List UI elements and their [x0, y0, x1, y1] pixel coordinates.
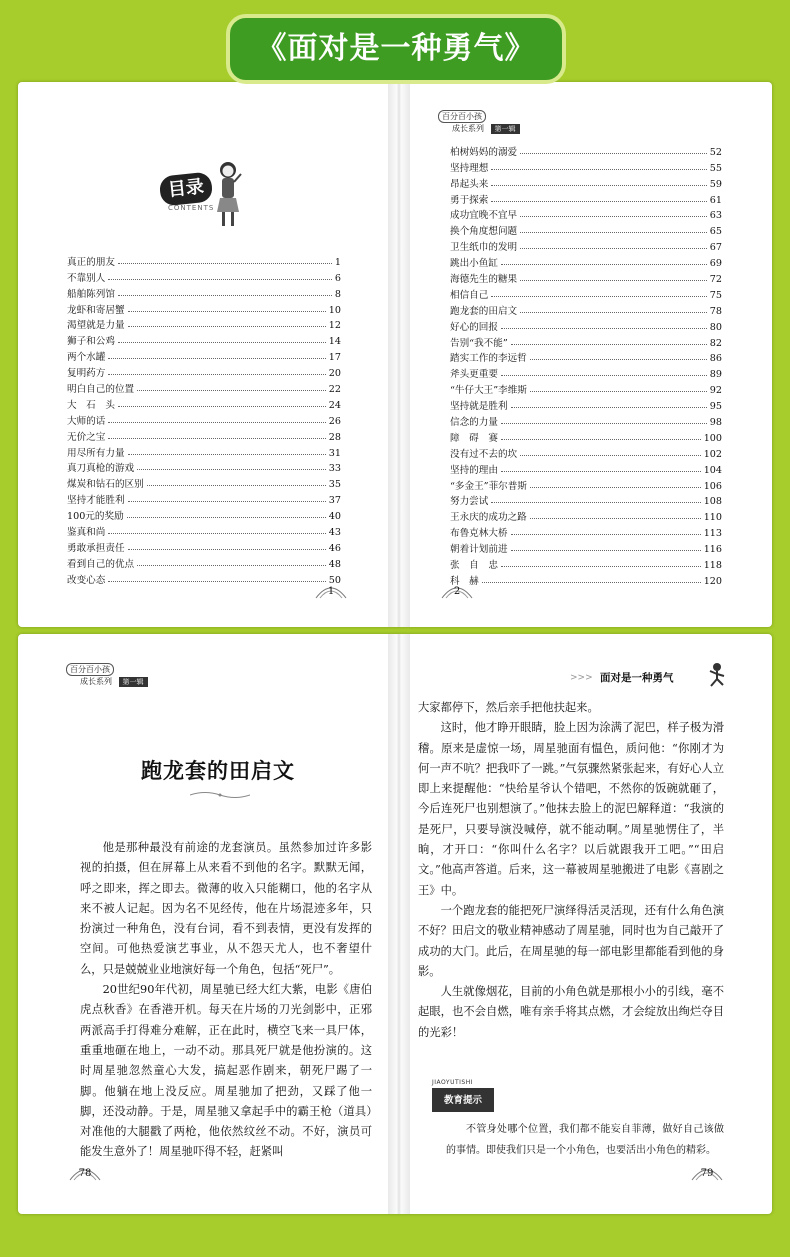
- toc-leader-dots: [108, 358, 325, 359]
- toc-entry-page: 67: [709, 242, 722, 254]
- toc-entry-title: 坚持就是胜利: [450, 401, 508, 413]
- girl-illustration-icon: [214, 160, 242, 230]
- edu-tip-paragraph: 不管身处哪个位置，我们都不能妄自菲薄，做好自己该做的事情。即使我们只是一个小角色，也要活出小角色的精彩。: [446, 1124, 724, 1156]
- toc-entry[interactable]: [450, 142, 722, 158]
- page-number-right-top: 2: [453, 586, 461, 597]
- toc-leader-dots: [491, 201, 706, 202]
- toc-leader-dots: [128, 326, 326, 327]
- toc-leader-dots: [511, 550, 701, 551]
- toc-entry-page: 17: [328, 352, 341, 364]
- toc-entry-title: 海德先生的糖果: [450, 274, 518, 286]
- series-sub: 成长系列: [80, 677, 112, 686]
- toc-leader-dots: [128, 501, 326, 502]
- toc-leader-dots: [530, 359, 707, 360]
- toc-entry-page: 69: [709, 258, 722, 270]
- toc-entry-title: 勇敢承担责任: [67, 542, 125, 554]
- toc-entry-title: 看到自己的优点: [67, 558, 135, 570]
- toc-entry[interactable]: [450, 206, 722, 222]
- toc-leader-dots: [128, 311, 326, 312]
- toc-leader-dots: [530, 391, 707, 392]
- toc-entry-title: 船舶陈列馆: [67, 288, 115, 300]
- toc-entry-page: 46: [328, 542, 341, 554]
- toc-entry[interactable]: [450, 428, 722, 444]
- article-title: 跑龙套的田启文: [141, 759, 295, 783]
- series-logo-bottom-left: [66, 663, 148, 687]
- toc-entry-title: 科 赫: [450, 575, 479, 587]
- toc-entry-title: 王永庆的成功之路: [450, 512, 527, 524]
- toc-entry-title: “多金王”菲尔普斯: [450, 480, 527, 492]
- toc-entry[interactable]: [450, 571, 722, 587]
- article-paragraph: 大家都停下，然后亲手把他扶起来。: [418, 701, 599, 714]
- toc-entry[interactable]: [67, 427, 341, 443]
- toc-entry-title: 卫生纸巾的发明: [450, 242, 518, 254]
- toc-leader-dots: [147, 485, 326, 486]
- toc-entry-page: 28: [328, 431, 341, 443]
- toc-entry[interactable]: [67, 506, 341, 522]
- toc-entry-title: 复明药方: [67, 368, 106, 380]
- toc-entry-title: 障 碍 赛: [450, 432, 498, 444]
- toc-leader-dots: [108, 438, 325, 439]
- series-label: 百分百小孩: [66, 663, 114, 676]
- toc-entry-page: 26: [328, 415, 341, 427]
- toc-entry-page: 61: [709, 194, 722, 206]
- toc-entry-title: 真刀真枪的游戏: [67, 463, 135, 475]
- toc-list-right: [450, 142, 722, 587]
- toc-entry[interactable]: [450, 349, 722, 365]
- toc-entry-title: 狮子和公鸡: [67, 336, 115, 348]
- toc-entry-page: 10: [328, 304, 341, 316]
- toc-entry-title: 明白自己的位置: [67, 384, 135, 396]
- toc-entry-title: 100元的奖励: [67, 511, 124, 523]
- toc-leader-dots: [520, 248, 707, 249]
- toc-entry[interactable]: [67, 300, 341, 316]
- toc-leader-dots: [530, 487, 701, 488]
- page-number-left-top: 1: [327, 586, 335, 597]
- toc-entry-title: 龙虾和寄居蟹: [67, 304, 125, 316]
- running-head: 面对是一种勇气: [600, 672, 674, 684]
- toc-entry-page: 108: [703, 496, 722, 508]
- toc-entry-title: 大师的话: [67, 415, 106, 427]
- toc-leader-dots: [108, 374, 325, 375]
- toc-entry-page: 100: [703, 432, 722, 444]
- toc-entry[interactable]: [67, 538, 341, 554]
- toc-leader-dots: [137, 565, 326, 566]
- toc-heading-badge: 目录: [159, 171, 214, 206]
- toc-entry-page: 89: [709, 369, 722, 381]
- toc-entry[interactable]: [450, 269, 722, 285]
- toc-entry[interactable]: [67, 411, 341, 427]
- toc-leader-dots: [127, 517, 326, 518]
- toc-entry-title: 改变心态: [67, 574, 106, 586]
- toc-leader-dots: [511, 407, 707, 408]
- toc-entry-page: 14: [328, 336, 341, 348]
- toc-leader-dots: [491, 296, 706, 297]
- article-paragraph: 人生就像烟花，目前的小角色就是那根小小的引线，毫不起眼，也不会自燃，唯有亲手将其点燃，才会绽放出绚烂夺目的光彩！: [418, 985, 724, 1039]
- toc-leader-dots: [520, 153, 707, 154]
- page-number-left-bottom: 78: [78, 1168, 92, 1179]
- toc-entry[interactable]: [67, 522, 341, 538]
- toc-entry-title: 信念的力量: [450, 417, 498, 429]
- article-body-right: [418, 698, 724, 1043]
- toc-entry[interactable]: [450, 285, 722, 301]
- toc-entry[interactable]: [67, 268, 341, 284]
- toc-entry-title: 坚持才能胜利: [67, 495, 125, 507]
- toc-entry-title: 成功宜晚不宜早: [450, 210, 518, 222]
- toc-entry[interactable]: [450, 539, 722, 555]
- toc-entry-page: 116: [703, 544, 722, 556]
- toc-entry-page: 72: [709, 274, 722, 286]
- running-head-arrows-icon: >>>: [570, 673, 593, 683]
- toc-entry-title: 朝着计划前进: [450, 544, 508, 556]
- toc-entry-page: 106: [703, 480, 722, 492]
- series-volume: 第一辑: [491, 124, 520, 134]
- toc-entry[interactable]: [450, 237, 722, 253]
- toc-entry[interactable]: [450, 460, 722, 476]
- toc-leader-dots: [118, 342, 326, 343]
- toc-leader-dots: [511, 344, 707, 345]
- toc-leader-dots: [128, 454, 326, 455]
- toc-entry-page: 37: [328, 495, 341, 507]
- article-paragraph: 这时，他才睁开眼睛，脸上因为涂满了泥巴，样子极为滑稽。原来是虚惊一场，周星驰面有愠色，质问他：“你刚才为何一声不吭？把我吓了一跳。”气氛骤然紧张起来，有好心人立即上来提醒他：“快给星爷认个错吧，不然你的饭碗就砸了，今后连死尸也别想演了。”他抹去脸上的泥巴解释道：“我演的是死尸，只要导演没喊停，就不能动啊。”周星驰愣住了，半晌，才开口：“你叫什么名字？以后就跟我开工吧。”“田启文。”他高声答道。后来，这一幕被周星驰搬进了电影《喜剧之王》中。: [418, 721, 724, 897]
- toc-entry[interactable]: [67, 395, 341, 411]
- toc-entry-title: 努力尝试: [450, 496, 489, 508]
- page-number-right-bottom: 79: [700, 1168, 714, 1179]
- toc-leader-dots: [128, 549, 326, 550]
- toc-entry[interactable]: [450, 333, 722, 349]
- toc-entry[interactable]: [67, 379, 341, 395]
- toc-entry-title: 跑龙套的田启文: [450, 305, 518, 317]
- toc-entry-page: 40: [328, 511, 341, 523]
- toc-entry-page: 104: [703, 464, 722, 476]
- toc-entry-title: 好心的回报: [450, 321, 498, 333]
- toc-entry-page: 78: [709, 305, 722, 317]
- toc-entry-page: 63: [709, 210, 722, 222]
- toc-entry-title: “牛仔大王”李维斯: [450, 385, 527, 397]
- toc-entry-title: 渴望就是力量: [67, 320, 125, 332]
- toc-entry-page: 118: [703, 560, 722, 572]
- toc-entry[interactable]: [450, 555, 722, 571]
- page-banner: 《面对是一种勇气》: [226, 14, 566, 84]
- running-boy-icon: [706, 662, 728, 688]
- toc-leader-dots: [108, 422, 325, 423]
- toc-entry-title: 换个角度想问题: [450, 226, 518, 238]
- toc-entry[interactable]: [67, 554, 341, 570]
- toc-entry-page: 82: [709, 337, 722, 349]
- toc-entry-page: 48: [328, 558, 341, 570]
- toc-leader-dots: [520, 312, 707, 313]
- toc-entry[interactable]: [450, 301, 722, 317]
- toc-leader-dots: [520, 455, 701, 456]
- toc-entry[interactable]: [67, 331, 341, 347]
- toc-entry-page: 95: [709, 401, 722, 413]
- toc-entry[interactable]: [67, 443, 341, 459]
- toc-leader-dots: [501, 471, 701, 472]
- toc-entry-title: 跳出小鱼缸: [450, 258, 498, 270]
- toc-entry[interactable]: [67, 490, 341, 506]
- toc-entry-page: 1: [334, 256, 341, 268]
- toc-entry[interactable]: [67, 284, 341, 300]
- toc-entry-title: 用尽所有力量: [67, 447, 125, 459]
- toc-entry-title: 真正的朋友: [67, 256, 115, 268]
- toc-entry-title: 踏实工作的李远哲: [450, 353, 527, 365]
- toc-entry[interactable]: [450, 221, 722, 237]
- toc-entry-page: 65: [709, 226, 722, 238]
- toc-entry[interactable]: [67, 459, 341, 475]
- toc-entry[interactable]: [67, 316, 341, 332]
- toc-entry-title: 张 自 忠: [450, 560, 498, 572]
- toc-leader-dots: [491, 502, 700, 503]
- toc-entry-page: 113: [703, 528, 722, 540]
- series-label: 百分百小孩: [438, 110, 486, 123]
- toc-entry-page: 59: [709, 178, 722, 190]
- toc-entry-page: 24: [328, 399, 341, 411]
- edu-tip-english: JIAOYUTISHI: [432, 1079, 474, 1086]
- toc-entry-page: 55: [709, 162, 722, 174]
- toc-entry-title: 无价之宝: [67, 431, 106, 443]
- toc-entry[interactable]: [67, 474, 341, 490]
- toc-entry-page: 8: [334, 288, 341, 300]
- article-paragraph: 他是那种最没有前途的龙套演员。虽然参加过许多影视的拍摄，但在屏幕上从来看不到他的名字。默默无闻，呼之即来，挥之即去。微薄的收入只能糊口，他的名字从来不被人记起。因为名不见经传，他在片场混迹多年，只扮演过一种角色，没有台词，看不到表情，更没有发挥的空间。可他热爱演艺事业，从不怨天尤人，也不奢望什么，只是兢兢业业地演好每一个角色，包括“死尸”。: [80, 841, 372, 976]
- toc-leader-dots: [482, 582, 701, 583]
- toc-entry-title: 布鲁克林大桥: [450, 528, 508, 540]
- toc-entry-page: 35: [328, 479, 341, 491]
- toc-entry[interactable]: [450, 396, 722, 412]
- toc-leader-dots: [501, 328, 707, 329]
- toc-leader-dots: [520, 232, 707, 233]
- series-sub: 成长系列: [452, 124, 484, 133]
- toc-entry-title: 昂起头来: [450, 178, 489, 190]
- toc-entry-page: 50: [328, 574, 341, 586]
- toc-heading-sub: CONTENTS: [168, 204, 215, 212]
- toc-leader-dots: [501, 439, 701, 440]
- toc-entry-page: 98: [709, 417, 722, 429]
- toc-leader-dots: [520, 280, 707, 281]
- toc-leader-dots: [520, 216, 707, 217]
- series-logo-top-right: [438, 110, 520, 134]
- toc-entry[interactable]: [450, 444, 722, 460]
- toc-leader-dots: [137, 469, 326, 470]
- toc-entry-title: 告别“我不能”: [450, 337, 508, 349]
- toc-list-left: [67, 252, 341, 586]
- toc-entry-title: 勇于探索: [450, 194, 489, 206]
- article-body-left: [80, 838, 372, 1163]
- toc-leader-dots: [501, 423, 707, 424]
- toc-leader-dots: [491, 169, 706, 170]
- toc-entry[interactable]: [67, 347, 341, 363]
- toc-entry[interactable]: [450, 317, 722, 333]
- toc-entry-title: 鉴真和尚: [67, 527, 106, 539]
- toc-entry[interactable]: [450, 507, 722, 523]
- toc-leader-dots: [108, 279, 332, 280]
- toc-leader-dots: [511, 534, 701, 535]
- toc-entry[interactable]: [450, 174, 722, 190]
- toc-entry[interactable]: [450, 523, 722, 539]
- toc-entry-page: 20: [328, 368, 341, 380]
- toc-leader-dots: [108, 581, 325, 582]
- toc-entry-title: 大 石 头: [67, 399, 115, 411]
- toc-entry[interactable]: [450, 158, 722, 174]
- toc-entry-page: 6: [334, 272, 341, 284]
- toc-entry[interactable]: [67, 363, 341, 379]
- toc-entry-page: 102: [703, 448, 722, 460]
- toc-leader-dots: [530, 518, 701, 519]
- toc-entry[interactable]: [450, 190, 722, 206]
- toc-entry[interactable]: [450, 380, 722, 396]
- edu-tip-label: 教育提示: [432, 1088, 494, 1112]
- toc-entry-title: 不靠别人: [67, 272, 106, 284]
- toc-entry-page: 92: [709, 385, 722, 397]
- toc-entry-page: 110: [703, 512, 722, 524]
- toc-entry-title: 两个水罐: [67, 352, 106, 364]
- toc-entry-page: 80: [709, 321, 722, 333]
- toc-entry[interactable]: [450, 412, 722, 428]
- toc-entry-page: 52: [709, 146, 722, 158]
- toc-entry-page: 120: [703, 575, 722, 587]
- toc-leader-dots: [501, 375, 707, 376]
- article-paragraph: 20世纪90年代初，周星驰已经大红大紫，电影《唐伯虎点秋香》在香港开机。每天在片场的刀光剑影中，正邪两派高手打得难分难解，正在此时，横空飞来一具尸体，重重地砸在地上，一动不动。那具死尸就是他扮演的。这时周星驰忽然童心大发，搞起恶作剧来，朝死尸踢了一脚。他躺在地上没反应。周星驰加了把劲，又踩了他一脚，还没动静。于是，周星驰又拿起手中的霸王枪（道具）对准他的大腿戳了两枪，他依然纹丝不动。不好，演员可能发生意外了！周星驰吓得不轻，赶紧叫: [80, 983, 372, 1159]
- toc-leader-dots: [501, 264, 707, 265]
- toc-entry-page: 33: [328, 463, 341, 475]
- toc-leader-dots: [118, 263, 332, 264]
- toc-heading: [154, 160, 244, 230]
- toc-entry-title: 相信自己: [450, 289, 489, 301]
- toc-entry-title: 坚持的理由: [450, 464, 498, 476]
- edu-tip-text: [446, 1120, 724, 1161]
- toc-leader-dots: [501, 566, 701, 567]
- toc-entry-page: 75: [709, 289, 722, 301]
- toc-entry[interactable]: [67, 252, 341, 268]
- toc-entry-title: 坚持理想: [450, 162, 489, 174]
- toc-leader-dots: [118, 406, 326, 407]
- toc-entry-page: 86: [709, 353, 722, 365]
- title-ornament-icon: [190, 790, 250, 800]
- toc-entry-title: 煤炭和钻石的区别: [67, 479, 144, 491]
- toc-entry-page: 31: [328, 447, 341, 459]
- toc-entry-page: 12: [328, 320, 341, 332]
- book-gutter: [388, 634, 410, 1214]
- toc-entry[interactable]: [450, 492, 722, 508]
- toc-entry-page: 22: [328, 384, 341, 396]
- toc-leader-dots: [108, 533, 325, 534]
- toc-entry-title: 斧头更重要: [450, 369, 498, 381]
- toc-entry[interactable]: [67, 570, 341, 586]
- toc-entry-title: 没有过不去的坎: [450, 448, 518, 460]
- toc-entry-title: 柏树妈妈的溺爱: [450, 146, 518, 158]
- toc-entry[interactable]: [450, 364, 722, 380]
- toc-entry-page: 43: [328, 527, 341, 539]
- toc-leader-dots: [491, 185, 706, 186]
- book-gutter: [388, 82, 410, 627]
- series-volume: 第一辑: [119, 677, 148, 687]
- toc-entry[interactable]: [450, 253, 722, 269]
- toc-leader-dots: [137, 390, 326, 391]
- article-paragraph: 一个跑龙套的能把死尸演绎得活灵活现，还有什么角色演不好？田启文的敬业精神感动了周星驰，同时也为自己敲开了成功的大门。此后，在周星驰的每一部电影里都能看到他的身影。: [418, 903, 724, 978]
- toc-leader-dots: [118, 295, 332, 296]
- toc-entry[interactable]: [450, 476, 722, 492]
